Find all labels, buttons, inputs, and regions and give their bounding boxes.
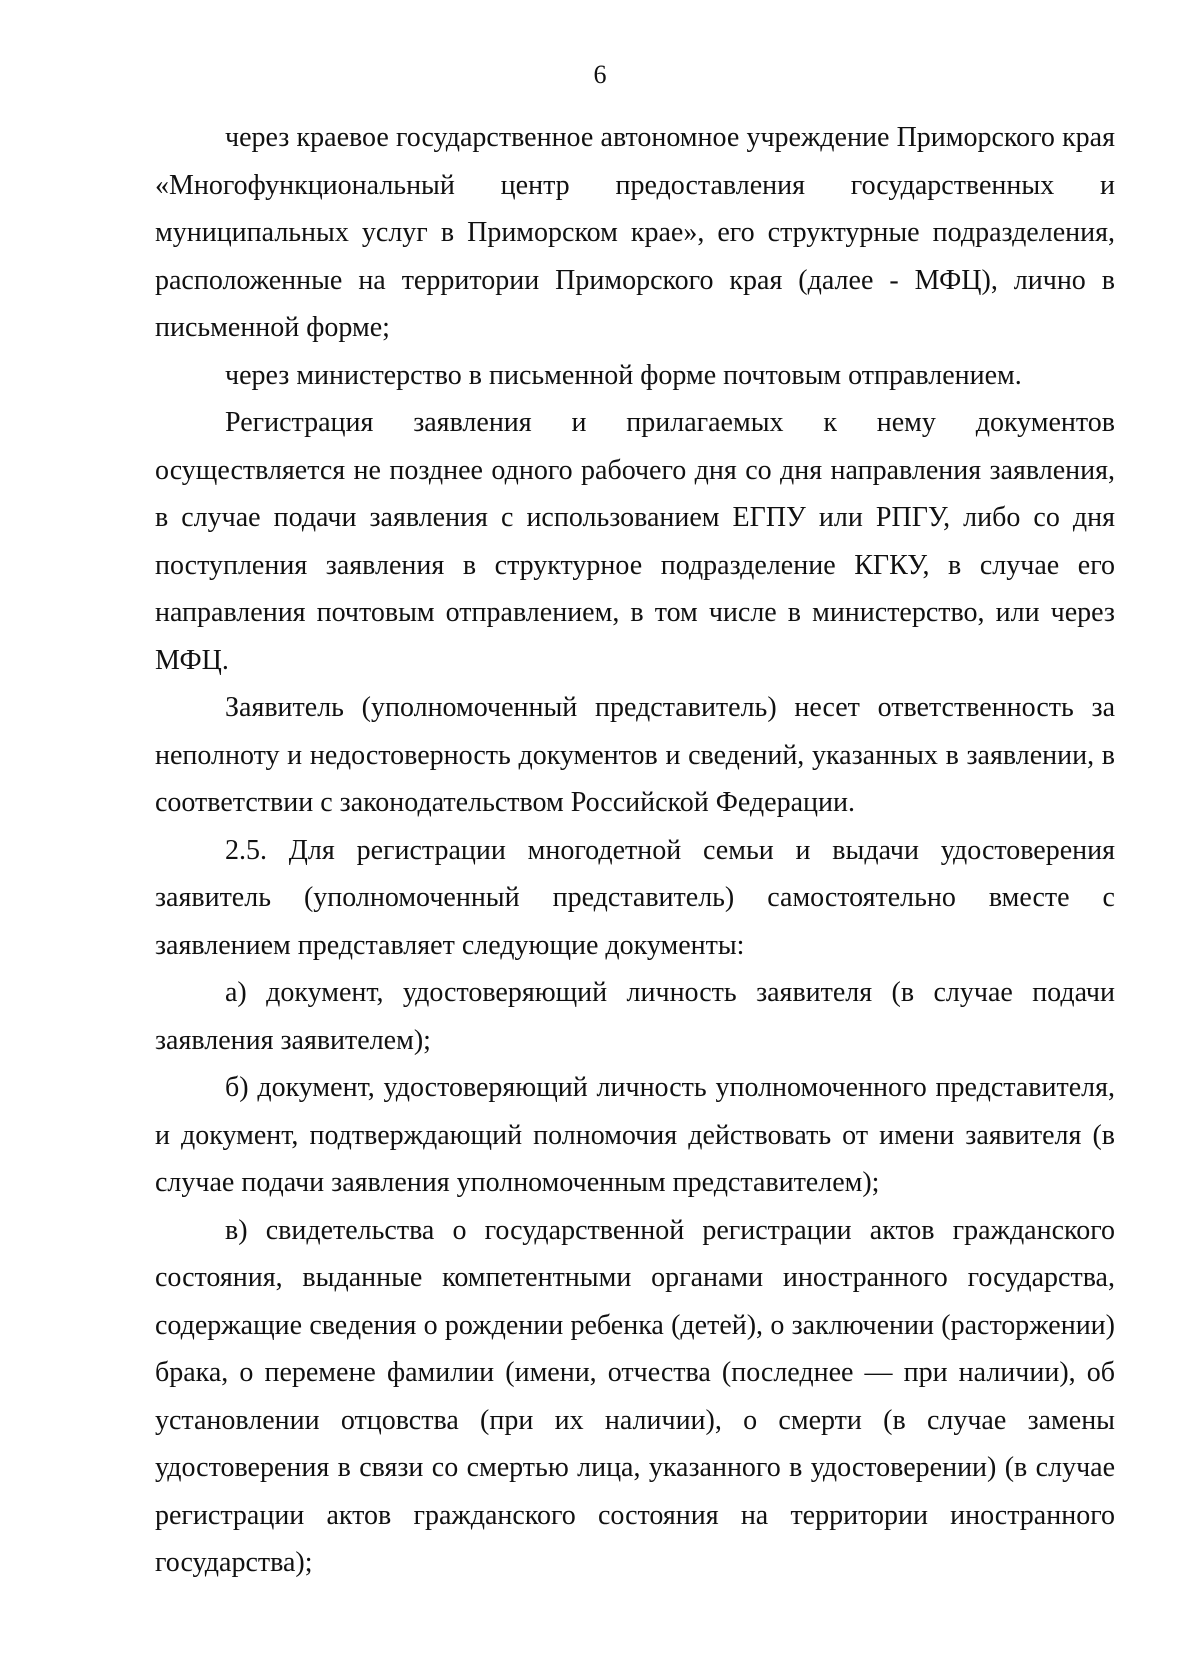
paragraph-applicant-responsibility: Заявитель (уполномоченный представитель) несет ответственность за неполноту и недостоверность документов и сведений, указанных в заявлении, в соответствии с законодательством Российской Федерации. xyxy=(155,692,1115,818)
page-number: 6 xyxy=(593,60,607,89)
paragraph-section-2-5: 2.5. Для регистрации многодетной семьи и выдачи удостоверения заявитель (уполномоченный представитель) самостоятельно вместе с заявлением представляет следующие документы: xyxy=(155,834,1115,961)
list-item-v: в) свидетельства о государственной регистрации актов гражданского состояния, выданные компетентными органами иностранного государства, содержащие сведения о рождении ребенка (детей), о заключении (расторжении) брака, о перемене фамилии (имени, отчества (последнее — при наличии), об установлении отцовства (при их наличии), о смерти (в случае замены удостоверения в связи со смертью лица, указанного в удостоверении) (в случае регистрации актов гражданского состояния на территории иностранного государства); xyxy=(155,1214,1115,1578)
document-body xyxy=(155,114,1115,1587)
list-item-b: б) документ, удостоверяющий личность уполномоченного представителя, и документ, подтверждающий полномочия действовать от имени заявителя (в случае подачи заявления уполномоченным представителем); xyxy=(155,1072,1115,1198)
paragraph-mfc-submission: через краевое государственное автономное учреждение Приморского края «Многофункциональный центр предоставления государственных и муниципальных услуг в Приморском крае», его структурные подразделения, расположенные на территории Приморского края (далее - МФЦ), лично в письменной форме; xyxy=(155,122,1115,343)
paragraph-registration-terms: Регистрация заявления и прилагаемых к нему документов осуществляется не позднее одного рабочего дня со дня направления заявления, в случае подачи заявления с использованием ЕГПУ или РПГУ, либо со дня поступления заявления в структурное подразделение КГКУ, в случае его направления почтовым отправлением, в том числе в министерство, или через МФЦ. xyxy=(155,407,1115,676)
paragraph-ministry-mail: через министерство в письменной форме почтовым отправлением. xyxy=(225,359,1022,391)
list-item-a: а) документ, удостоверяющий личность заявителя (в случае подачи заявления заявителем); xyxy=(155,977,1115,1056)
